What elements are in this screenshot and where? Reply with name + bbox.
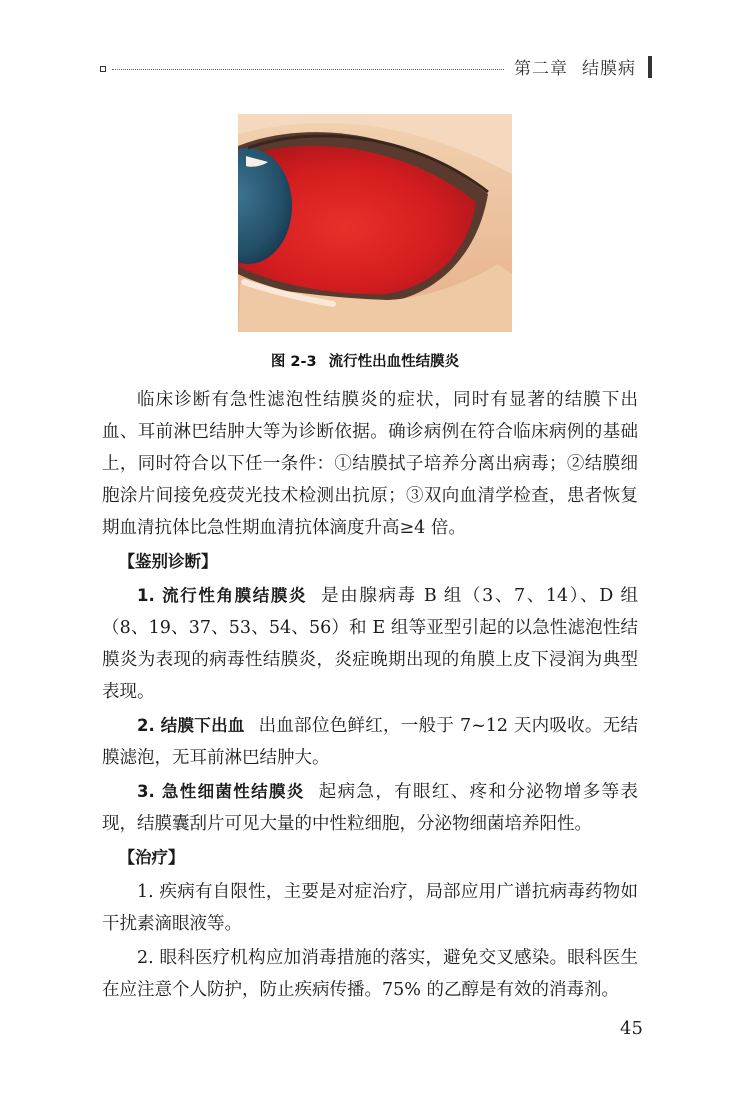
figure-caption <box>0 350 730 371</box>
header-marker <box>100 66 106 72</box>
treatment-item-1: 1. 疾病有自限性，主要是对症治疗，局部应用广谱抗病毒药物如干扰素滴眼液等。 <box>102 882 638 934</box>
eye-photo-illustration <box>238 114 512 332</box>
differential-term-1: 1. 流行性角膜结膜炎 <box>137 586 308 605</box>
running-header <box>100 52 660 84</box>
differential-text-1: 是由腺病毒 B 组（3、7、14）、D 组（8、19、37、53、54、56）和 E 组等亚型引起的以急性滤泡性结膜炎为表现的病毒性结膜炎，炎症晚期出现的角膜上皮下浸润为典型表现。 <box>102 586 638 702</box>
differential-term-3: 3. 急性细菌性结膜炎 <box>137 782 305 801</box>
chapter-number: 第二章 <box>514 59 568 79</box>
differential-item-1 <box>102 580 638 708</box>
treatment-item-2: 2. 眼科医疗机构应加消毒措施的落实，避免交叉感染。眼科医生在应注意个人防护，防止疾病传播。75% 的乙醇是有效的消毒剂。 <box>102 948 638 1000</box>
differential-term-2: 2. 结膜下出血 <box>137 716 245 735</box>
header-bar <box>648 56 652 78</box>
figure-label: 图 2-3 <box>270 354 317 370</box>
differential-text-3: 起病急，有眼红、疼和分泌物增多等表现，结膜囊刮片可见大量的中性粒细胞，分泌物细菌培养阳性。 <box>102 782 638 834</box>
figure-title: 流行性出血性结膜炎 <box>328 354 460 370</box>
page-number: 45 <box>620 1018 643 1039</box>
treatment-heading: 【治疗】 <box>118 848 185 867</box>
differential-item-2 <box>102 710 638 774</box>
header-dotted-rule <box>112 69 504 70</box>
diagnosis-paragraph: 临床诊断有急性滤泡性结膜炎的症状，同时有显著的结膜下出血、耳前淋巴结肿大等为诊断依据。确诊病例在符合临床病例的基础上，同时符合以下任一条件：①结膜拭子培养分离出病毒；②结膜细胞涂片间接免疫荧光技术检测出抗原；③双向血清学检查，患者恢复期血清抗体比急性期血清抗体滴度升高≥4 倍。 <box>102 390 638 538</box>
header-text <box>514 54 636 79</box>
chapter-title: 结膜病 <box>582 59 636 79</box>
body-text <box>102 384 638 1006</box>
differential-text-2: 出血部位色鲜红，一般于 7~12 天内吸收。无结膜滤泡，无耳前淋巴结肿大。 <box>102 716 638 768</box>
differential-item-3 <box>102 776 638 840</box>
figure-photo <box>238 114 512 332</box>
differential-heading: 【鉴别诊断】 <box>118 552 218 571</box>
